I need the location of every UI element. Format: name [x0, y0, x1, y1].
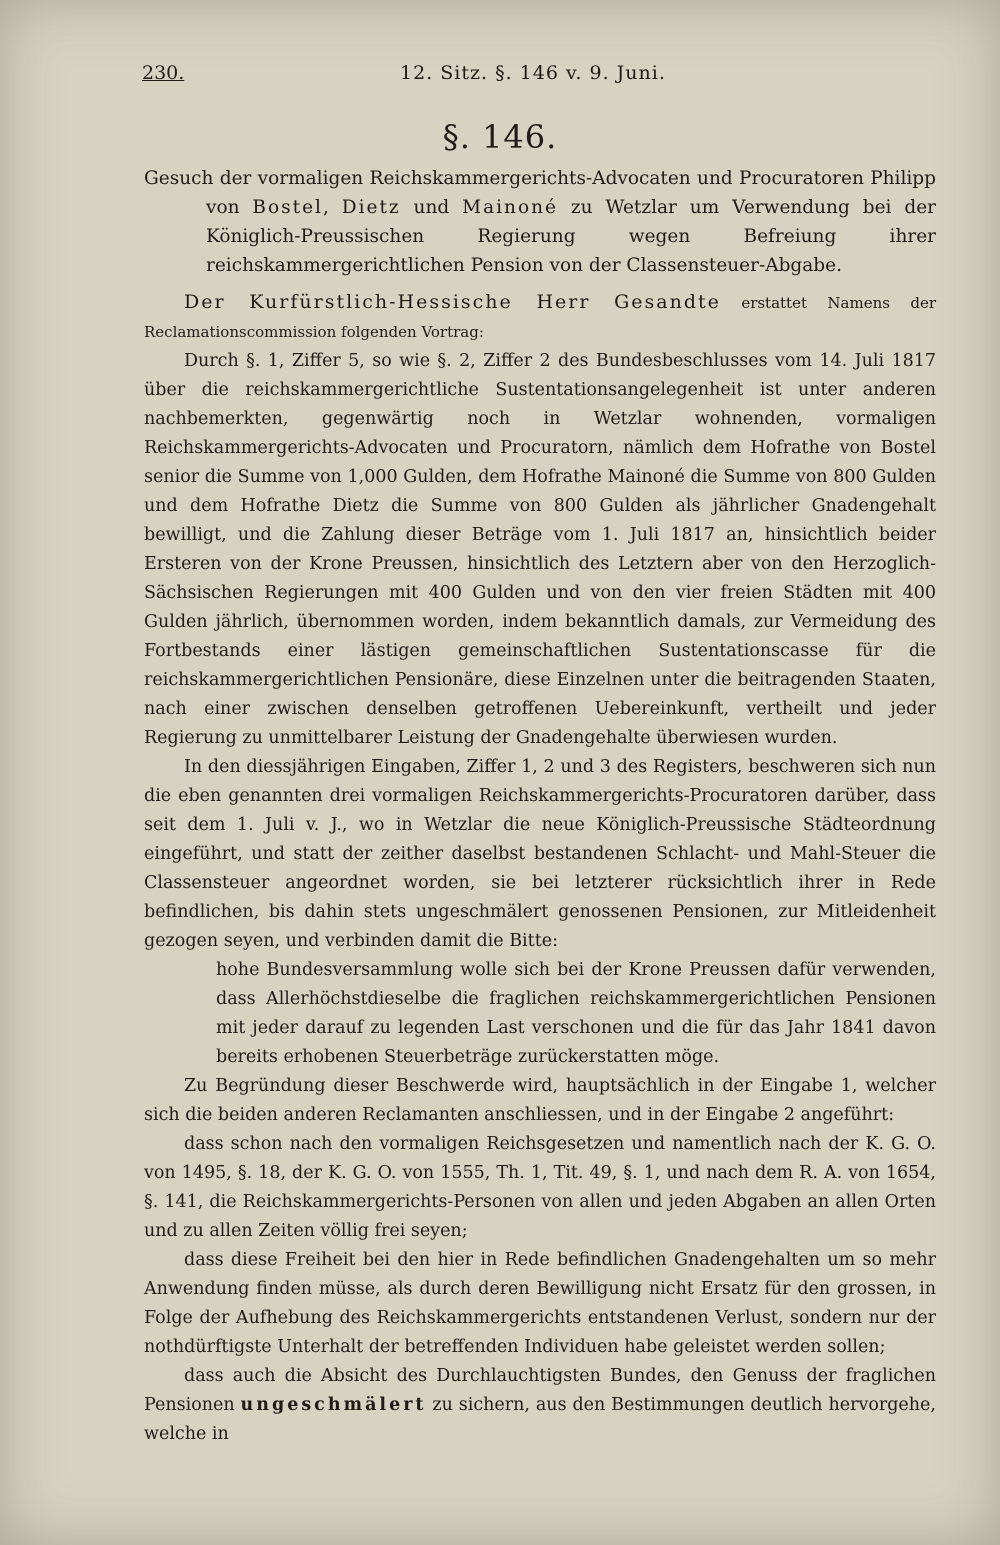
paragraph-1: Durch §. 1, Ziffer 5, so wie §. 2, Ziffer 2 des Bundesbeschlusses vom 14. Juli 1817 über die reichskammergerichtliche Sustentationsangelegenheit ist unter anderen nachbemerkten, gegenwärtig noch in Wetzlar wohnenden, vormaligen Reichskammergerichts-Advocaten und Procuratorn, nämlich dem Hofrathe von Bostel senior die Summe von 1,000 Gulden, dem Hofrathe Mainoné die Summe von 800 Gulden und dem Hofrathe Dietz die Summe von 800 Gulden als jährlicher Gnadengehalt bewilligt, und die Zahlung dieser Beträge vom 1. Juli 1817 an, hinsichtlich beider Ersteren von der Krone Preussen, hinsichtlich des Letztern aber von den Herzoglich-Sächsischen Regierungen mit 400 Gulden und von den vier freien Städten mit 400 Gulden jährlich, übernommen worden, indem bekanntlich damals, zur Vermeidung des Fortbestands einer lästigen gemeinschaftlichen Sustentationscasse für die reichskammergerichtlichen Pensionäre, diese Einzelnen unter die beitragenden Staaten, nach einer zwischen denselben getroffenen Uebereinkunft, vertheilt und jeder Regierung zu unmittelbarer Leistung der Gnadengehalte überwiesen wurden. [144, 351, 936, 748]
paragraph-4: Zu Begründung dieser Beschwerde wird, hauptsächlich in der Eingabe 1, welcher sich die beiden anderen Reclamanten anschliessen, und in der Eingabe 2 angeführt: [144, 1076, 936, 1125]
subject-text-2: , [322, 197, 342, 218]
paragraph-7-emphasis: ungeschmälert [240, 1395, 427, 1415]
paragraph-6: dass diese Freiheit bei den hier in Rede befindlichen Gnadengehalten um so mehr Anwendung finden müsse, als durch deren Bewilligung nicht Ersatz für den grossen, in Folge der Aufhebung des Reichskammergerichts entstandenen Verlust, sondern nur der nothdürftigste Unterhalt der betreffenden Individuen habe geleistet werden sollen; [144, 1250, 936, 1357]
speaker-name: Der Kurfürstlich-Hessische Herr Gesandte [184, 291, 721, 313]
paragraph-5: dass schon nach den vormaligen Reichsgesetzen und namentlich nach der K. G. O. von 1495, §. 18, der K. G. O. von 1555, Th. 1, Tit. 49, §. 1, und nach dem R. A. von 1654, §. 141, die Reichskammergerichts-Personen von allen und jeden Abgaben an allen Orten und zu allen Zeiten völlig frei seyen; [144, 1134, 936, 1241]
paragraph-7-text-1: dass auch die Absicht des Durchlauchtigsten Bundes, den Genuss der fraglichen Pensionen [144, 1366, 936, 1415]
page-number: 230. [142, 62, 185, 84]
paragraph-7-text-2: zu sichern, aus den Bestimmungen deutlich hervorgehe, welche in [144, 1395, 936, 1444]
subject-text-4: zu Wetzlar um Verwendung bei der Königlich-Preussischen Regierung wegen Befreiung ihrer reichskammergerichtlichen Pension von der Classensteuer-Abgabe. [206, 197, 936, 276]
intro-paragraph [144, 288, 936, 347]
subject-text-3: und [400, 197, 463, 218]
body-text [144, 164, 936, 1449]
running-title: 12. Sitz. §. 146 v. 9. Juni. [400, 62, 666, 84]
paragraph-3-petition: hohe Bundesversammlung wolle sich bei der Krone Preussen dafür verwenden, dass Allerhöchstdieselbe die fraglichen reichskammergerichtlichen Pensionen mit jeder darauf zu legenden Last verschonen und die für das Jahr 1841 davon bereits erhobenen Steuerbeträge zurückerstatten möge. [216, 960, 936, 1067]
name-mainone: Mainoné [462, 197, 558, 218]
intro-text: erstattet Namens der Reclamationscommission folgenden Vortrag: [144, 294, 936, 341]
paragraph-2: In den diessjährigen Eingaben, Ziffer 1, 2 und 3 des Registers, beschweren sich nun die eben genannten drei vormaligen Reichskammergerichts-Procuratoren darüber, dass seit dem 1. Juli v. J., wo in Wetzlar die neue Königlich-Preussische Städteordnung eingeführt, und statt der zeither daselbst bestandenen Schlacht- und Mahl-Steuer die Classensteuer angeordnet worden, sie bei letzterer rücksichtlich ihrer in Rede befindlichen, bis dahin stets ungeschmälert genossenen Pensionen, zur Mitleidenheit gezogen seyen, und verbinden damit die Bitte: [144, 757, 936, 951]
running-head [142, 62, 938, 92]
subject-paragraph [144, 164, 936, 280]
name-bostel: Bostel [252, 197, 323, 218]
subject-text-1: Gesuch der vormaligen Reichskammergerichts-Advocaten und Procuratoren Philipp von [144, 168, 936, 218]
paragraph-7 [144, 1362, 936, 1449]
section-number: §. 146. [442, 118, 558, 156]
name-dietz: Dietz [341, 197, 401, 218]
